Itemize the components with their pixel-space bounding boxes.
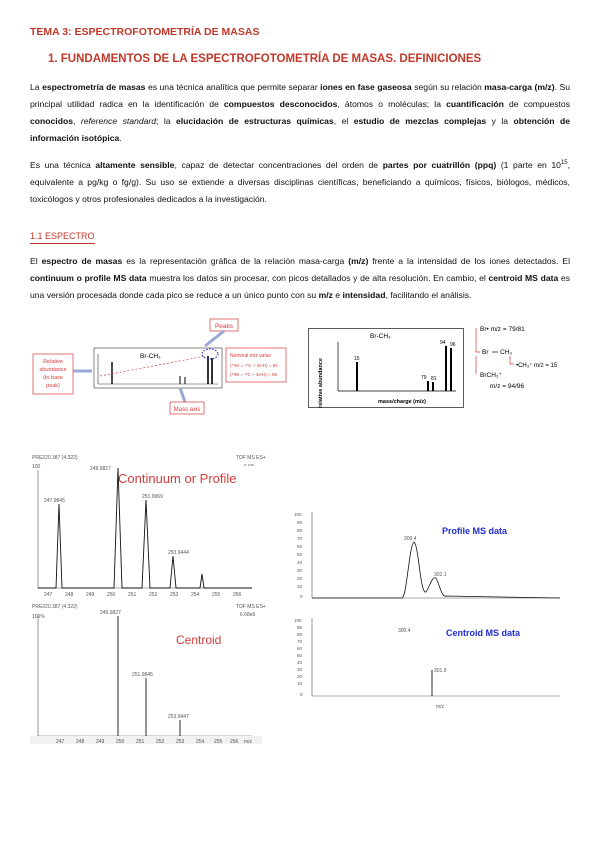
svg-text:mass/charge (m/z): mass/charge (m/z): [378, 399, 426, 405]
profile-ms-data-chart: [286, 506, 566, 610]
svg-text:m/z: m/z: [436, 704, 445, 710]
svg-text:m/z = 94/96: m/z = 94/96: [490, 383, 525, 390]
svg-text:80: 80: [297, 528, 303, 533]
svg-text:Br: Br: [482, 349, 489, 356]
svg-text:252: 252: [149, 592, 158, 598]
svg-text:255: 255: [214, 739, 223, 745]
svg-text:•CH₃⁺ m/z = 15: •CH₃⁺ m/z = 15: [516, 363, 558, 369]
svg-text:249: 249: [96, 739, 105, 745]
svg-text:251.9845: 251.9845: [132, 672, 153, 678]
svg-text:Continuum or Profile: Continuum or Profile: [118, 471, 237, 486]
paragraph-sensitivity: Es una técnica altamente sensible, capaz de detectar concentraciones del orden de partes por cuatrillón (ppq) (1 parte en $10^{15}$, equivalente a pg/kg o fg/g). Su uso se extiende a diversas disciplinas científicas, beneficiando a químicos, físicos, biólogos, médicos, toxicólogos y otros profesionales dedicados a la investigación.: [30, 159, 571, 204]
svg-text:301.9: 301.9: [434, 668, 447, 674]
svg-text:0: 0: [300, 594, 303, 599]
svg-text:20: 20: [297, 576, 303, 581]
svg-text:248: 248: [76, 739, 85, 745]
centroid-ms-data-chart: [286, 612, 566, 712]
svg-text:BrCH₃⁺: BrCH₃⁺: [480, 372, 502, 379]
svg-text:249: 249: [86, 592, 95, 598]
svg-text:TOF MS ES+: TOF MS ES+: [236, 455, 266, 461]
svg-text:255: 255: [212, 592, 221, 598]
svg-text:253.9444: 253.9444: [168, 550, 189, 556]
svg-text:251: 251: [136, 739, 145, 745]
fragmentation-scheme: [470, 322, 570, 398]
svg-text:70: 70: [297, 639, 303, 644]
svg-text:(⁷⁹Br = ⁷⁹C + 3x¹H) = 94: (⁷⁹Br = ⁷⁹C + 3x¹H) = 94: [230, 363, 278, 368]
svg-text:249.9827: 249.9827: [90, 466, 111, 472]
svg-text:253: 253: [170, 592, 179, 598]
svg-text:251.9969: 251.9969: [142, 494, 163, 500]
svg-text:247: 247: [44, 592, 53, 598]
svg-text:80: 80: [297, 632, 303, 637]
peaks-label: Peaks: [214, 323, 234, 330]
svg-text:50: 50: [297, 552, 303, 557]
svg-text:100: 100: [294, 618, 302, 623]
svg-text:253: 253: [176, 739, 185, 745]
svg-text:CH₃: CH₃: [500, 349, 513, 356]
svg-text:251: 251: [128, 592, 137, 598]
continuum-profile-spectrum: [30, 452, 266, 602]
svg-text:256: 256: [233, 592, 242, 598]
svg-text:Relative: Relative: [43, 359, 63, 365]
svg-text:90: 90: [297, 520, 303, 525]
subsection-heading: 1.1 ESPECTRO: [30, 231, 95, 244]
svg-text:256: 256: [230, 739, 239, 745]
svg-text:peak): peak): [46, 383, 60, 389]
annotated-spectrum-figure: [30, 316, 288, 418]
svg-text:40: 40: [297, 560, 303, 565]
svg-text:100: 100: [294, 512, 302, 517]
svg-text:248: 248: [65, 592, 74, 598]
svg-text:m/z: m/z: [244, 739, 253, 745]
svg-text:0: 0: [300, 692, 303, 697]
svg-text:Nominal m/z value: Nominal m/z value: [230, 353, 272, 359]
paragraph-spectrum: El espectro de masas es la representación gráfica de la relación masa-carga (m/z) frente a la intensidad de los iones detectados. El continuum o profile MS data muestra los datos sin procesar, con picos detallados y de alta resolución. En cambio, el centroid MS data es una versión procesada donde cada pico se reduce a un único punto con su m/z e intensidad, facilitando el análisis.: [30, 256, 571, 300]
svg-text:(to base: (to base: [43, 375, 63, 381]
svg-text:abundance: abundance: [39, 367, 67, 373]
svg-text:TOF MS ES+: TOF MS ES+: [236, 604, 266, 610]
svg-text:Mass axis: Mass axis: [173, 407, 201, 413]
svg-text:30: 30: [297, 568, 303, 573]
svg-text:40: 40: [297, 660, 303, 665]
svg-text:Centroid: Centroid: [176, 633, 222, 647]
svg-text:79: 79: [421, 375, 427, 381]
svg-text:10: 10: [297, 681, 303, 686]
svg-text:Centroid MS data: Centroid MS data: [446, 628, 521, 638]
svg-text:249.9827: 249.9827: [100, 610, 121, 616]
svg-text:50: 50: [297, 653, 303, 658]
svg-text:10: 10: [297, 584, 303, 589]
svg-text:Br• m/z = 79/81: Br• m/z = 79/81: [480, 326, 525, 333]
svg-text:300.4: 300.4: [398, 628, 411, 634]
svg-text:252: 252: [156, 739, 165, 745]
svg-text:Br-CH₃: Br-CH₃: [370, 333, 391, 340]
svg-text:94: 94: [440, 340, 446, 346]
svg-text:81: 81: [431, 376, 437, 382]
svg-text:253.9447: 253.9447: [168, 714, 189, 720]
relative-abundance-chart: [308, 328, 464, 408]
svg-text:300.4: 300.4: [404, 536, 417, 542]
svg-text:60: 60: [297, 646, 303, 651]
centroid-spectrum: [30, 602, 266, 748]
svg-text:247.9845: 247.9845: [44, 498, 65, 504]
svg-text:90: 90: [297, 625, 303, 630]
svg-text:(⁸¹Br = ¹²C + 3x¹H) = 96: (⁸¹Br = ¹²C + 3x¹H) = 96: [230, 372, 278, 377]
svg-text:Br-CH₃: Br-CH₃: [140, 353, 161, 360]
svg-text:254: 254: [191, 592, 200, 598]
svg-text:100: 100: [32, 464, 41, 470]
svg-text:96: 96: [450, 342, 456, 348]
svg-text:302.1: 302.1: [434, 572, 447, 578]
svg-text:6.68e5: 6.68e5: [240, 612, 256, 618]
svg-text:Profile MS data: Profile MS data: [442, 526, 508, 536]
svg-text:250: 250: [107, 592, 116, 598]
svg-text:20: 20: [297, 674, 303, 679]
svg-text:relative abundance: relative abundance: [318, 358, 324, 408]
svg-text:254: 254: [196, 739, 205, 745]
svg-text:15: 15: [354, 356, 360, 362]
svg-text:100%: 100%: [32, 614, 45, 620]
svg-text:247: 247: [56, 739, 65, 745]
svg-text:70: 70: [297, 536, 303, 541]
svg-text:PRE220.387 (4.322): PRE220.387 (4.322): [32, 604, 78, 610]
svg-text:30: 30: [297, 667, 303, 672]
section-heading: 1. FUNDAMENTOS DE LA ESPECTROFOTOMETRÍA DE MASAS. DEFINICIONES: [48, 53, 482, 65]
svg-text:250: 250: [116, 739, 125, 745]
svg-text:PRE220.387 (4.322): PRE220.387 (4.322): [32, 455, 78, 461]
svg-text:60: 60: [297, 544, 303, 549]
document-title: TEMA 3: ESPECTROFOTOMETRÍA DE MASAS: [30, 26, 260, 38]
paragraph-definition: La espectrometría de masas es una técnica analítica que permite separar iones en fase gaseosa según su relación masa-carga (m/z). Su principal utilidad radica en la identificación de compuestos desconocidos, átomos o moléculas; la cuantificación de compuestos conocidos, reference standard; la elucidación de estructuras químicas, el estudio de mezclas complejas y la obtención de información isotópica.: [30, 82, 571, 143]
